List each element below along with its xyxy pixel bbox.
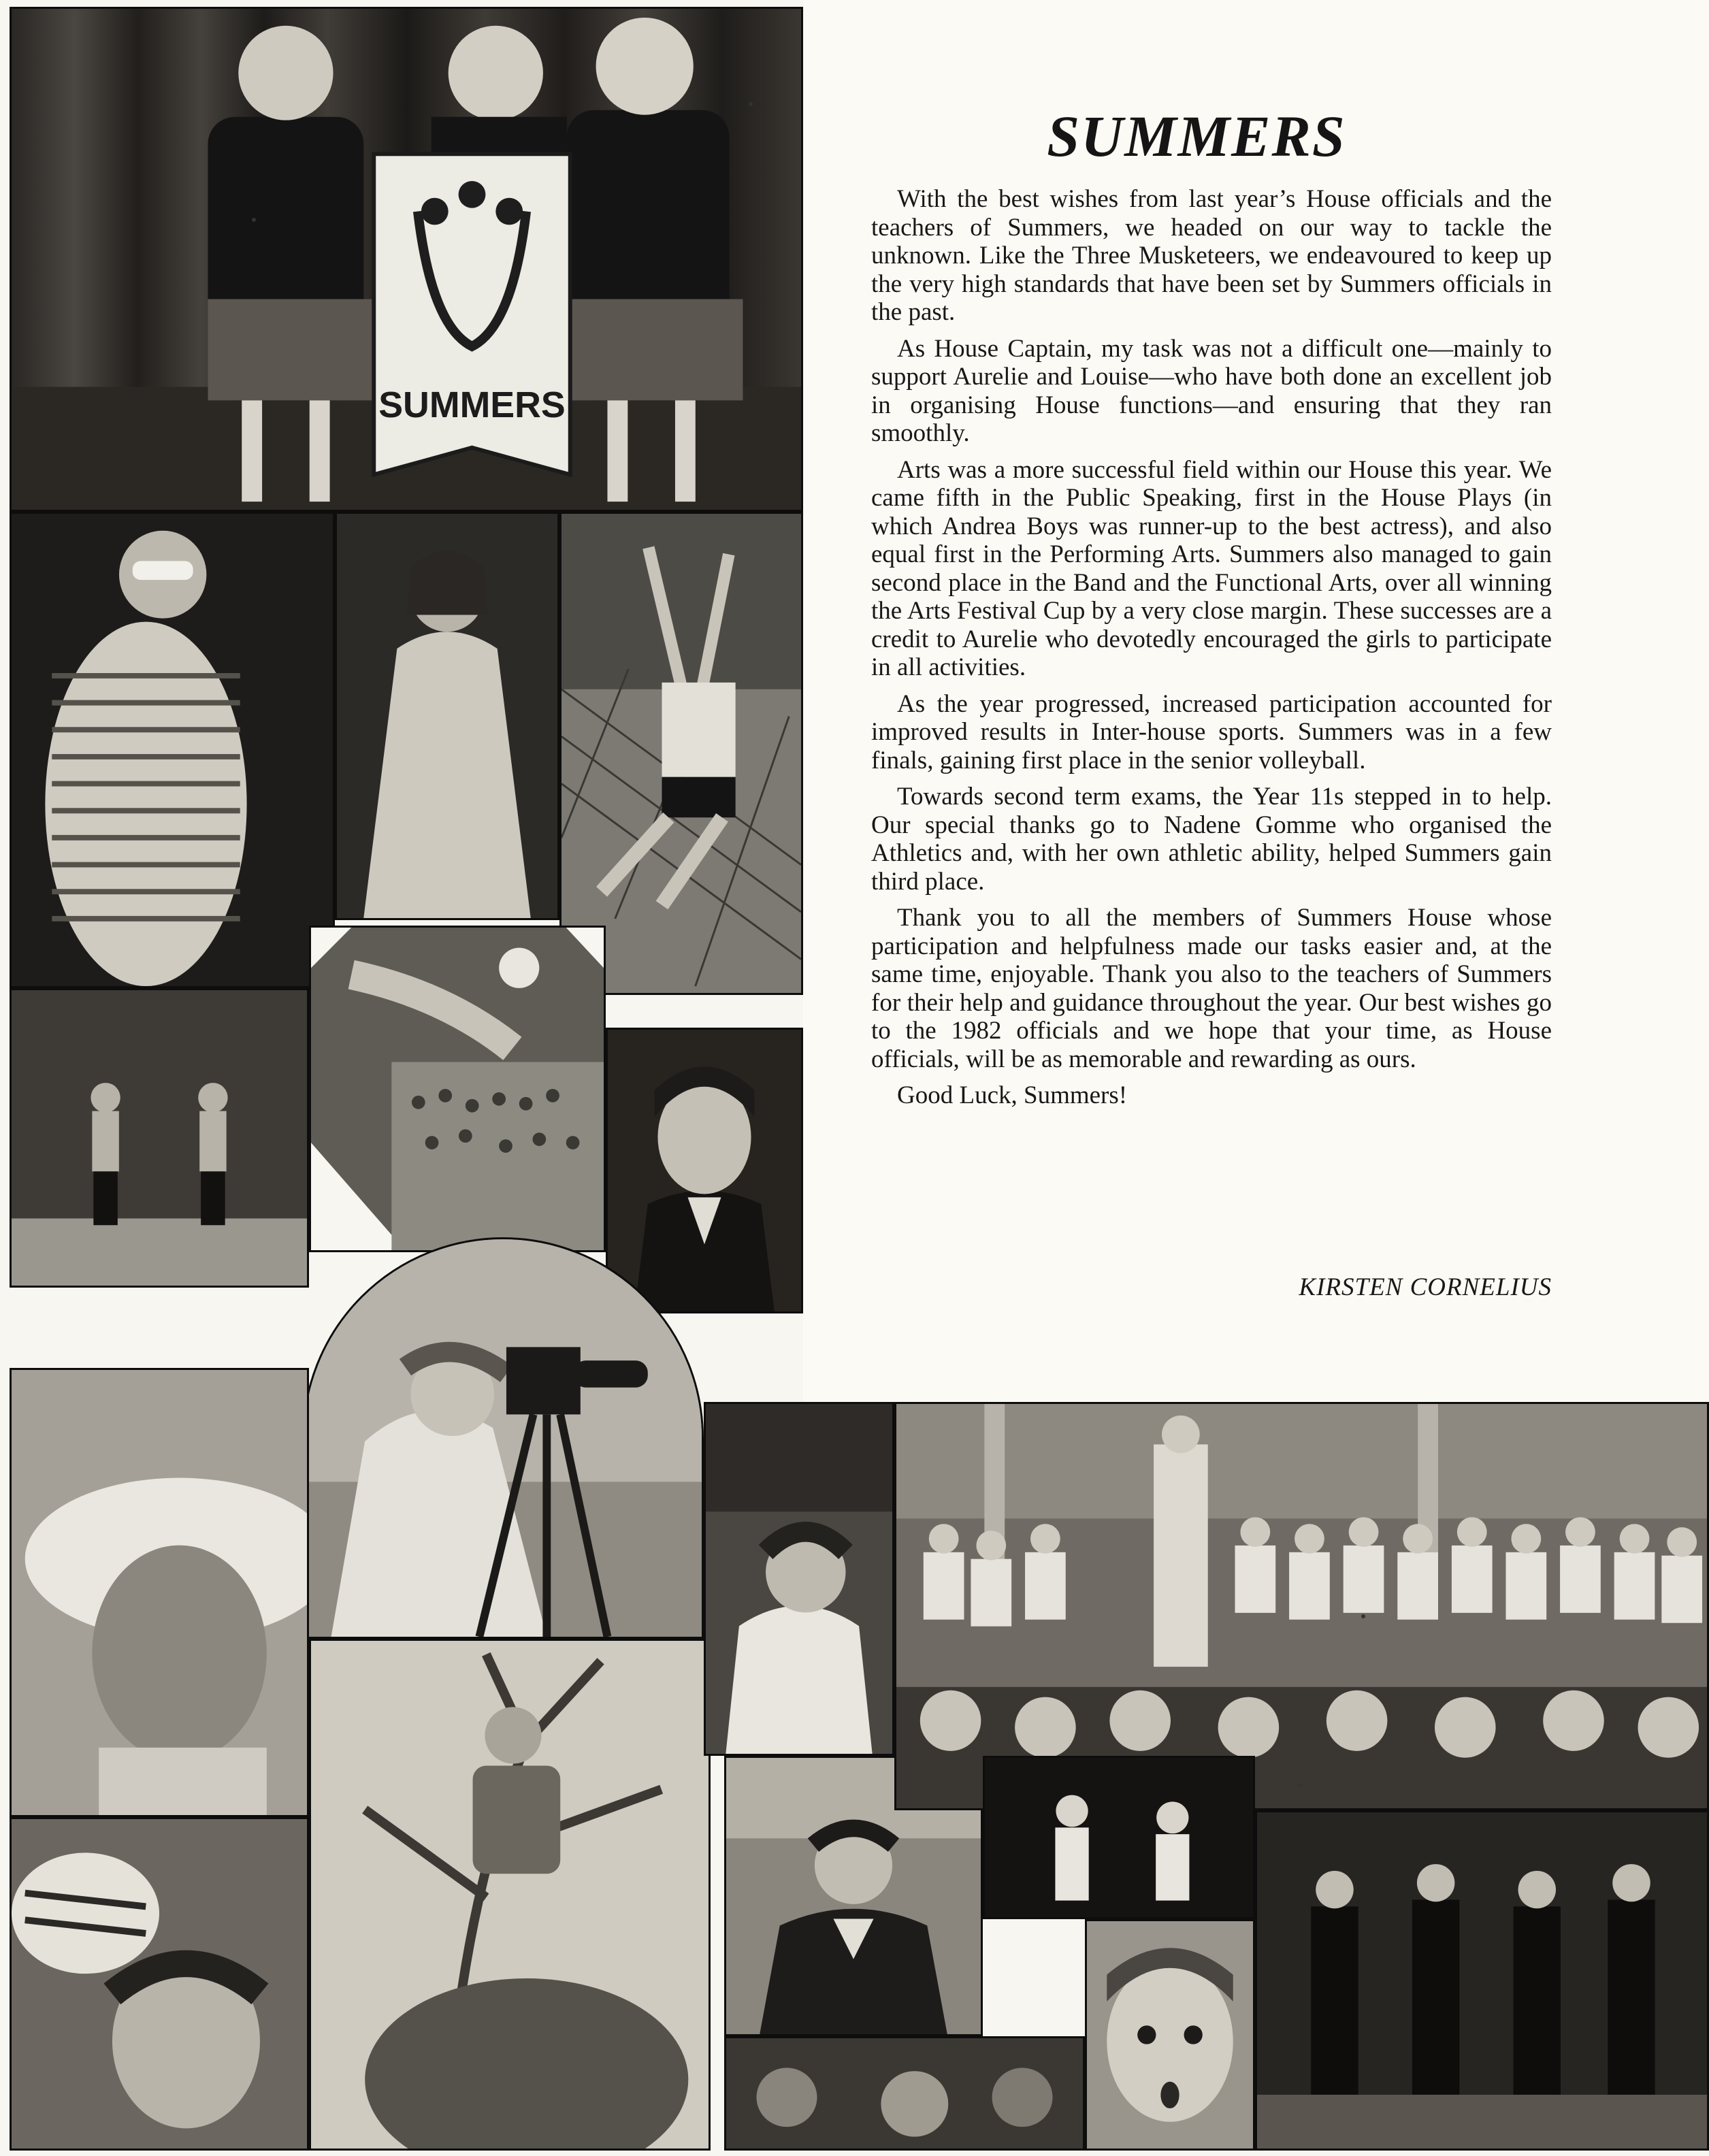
article-paragraph: As House Captain, my task was not a difficult one—mainly to support Aurelie and Louise—who have both done an excellent job in organising House functions—and ensuring that they ran smoothly.: [871, 334, 1552, 447]
article-body: [871, 185, 1552, 1118]
scan-speck: [749, 102, 753, 106]
scan-speck: [1361, 1614, 1365, 1618]
photo-athlete-jumping: [559, 512, 803, 995]
photo-camera-operator: [302, 1237, 704, 1639]
photo-stage-performance: [10, 988, 309, 1288]
article-paragraph: Thank you to all the members of Summers House whose participation and helpfulness made our tasks easier and, at the same time, enjoyable. Thank you also to the teachers of Summers for their help and guidance throughout the year. Our best wishes go to the 1982 officials and we hope that your time, as House officials, will be as memorable and rewarding as ours.: [871, 904, 1552, 1073]
article-closing: Good Luck, Summers!: [897, 1081, 1128, 1109]
scan-speck: [252, 218, 256, 222]
article-paragraph: With the best wishes from last year’s House officials and the teachers of Summers, we headed on our way to tackle the unknown. Like the Three Musketeers, we endeavoured to keep up the very high standards that have been set by Summers officials in the past.: [871, 185, 1552, 326]
article-paragraph: Towards second term exams, the Year 11s stepped in to help. Our special thanks go to Nadene Gomme who organised the Athletics and, with her own athletic ability, helped Summers gain third place.: [871, 783, 1552, 896]
scan-speck: [1299, 1783, 1303, 1787]
photo-girl-school-uniform: [606, 1028, 803, 1313]
photo-girl-in-tree: [309, 1639, 711, 2151]
banner-lettering: SUMMERS: [378, 385, 566, 426]
photo-crowd-bottom: [724, 2036, 1085, 2151]
photo-swimmer-diving: [309, 926, 606, 1252]
photo-house-officials-with-banner: [10, 7, 803, 512]
article-title: SUMMERS: [1047, 103, 1346, 169]
photo-stage-performers-dark: [1255, 1810, 1709, 2151]
article-paragraph: As the year progressed, increased participation accounted for improved results in Inter-house sports. Summers was in a few finals, gaining first place in the senior volleyball.: [871, 689, 1552, 774]
article-paragraph: Arts was a more successful field within our House this year. We came fifth in the Public Speaking, first in the House Plays (in which Andrea Boys was runner-up to the best actress), and also equal first in the Performing Arts. Summers also managed to gain second place in the Band and the Functional Arts, over all winning the Arts Festival Cup by a very close margin. These successes are a credit to Aurelie who devotedly encouraged the girls to participate in all activities.: [871, 455, 1552, 681]
photo-stage-dancers-white: [983, 1756, 1255, 1919]
photo-surprised-face: [1085, 1919, 1255, 2151]
photo-girl-standing-outdoors: [704, 1402, 894, 1756]
photo-girl-dancing-sunglasses: [10, 512, 335, 988]
photo-girl-sun-hat: [10, 1368, 309, 1817]
photo-school-band: [894, 1402, 1709, 1810]
article-author: KIRSTEN CORNELIUS: [1299, 1273, 1552, 1301]
photo-girl-striped-hat: [10, 1817, 309, 2151]
photo-girl-white-dress: [335, 512, 559, 920]
